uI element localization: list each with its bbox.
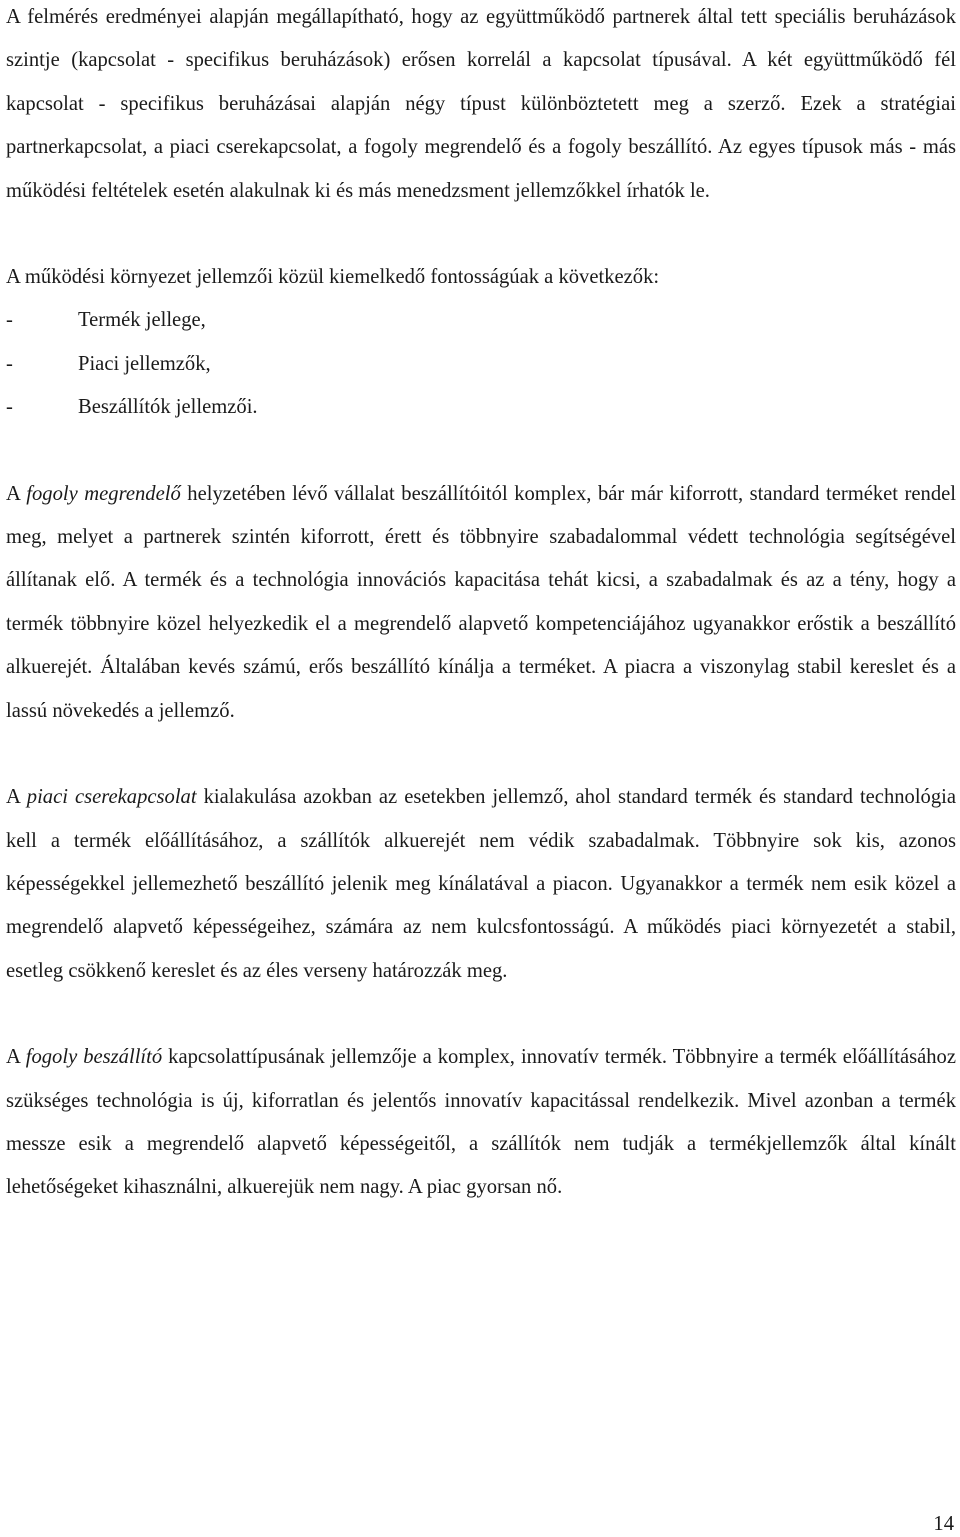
paragraph-market-exchange xyxy=(6,776,956,993)
list-item-text: Beszállítók jellemzői. xyxy=(78,396,258,419)
list-item-text: Termék jellege, xyxy=(78,309,206,332)
paragraph-partnership-types: A felmérés eredményei alapján megállapítható, hogy az együttműködő partnerek által tett speciális beruházások szintje (kapcsolat - specifikus beruházások) erősen korrelál a kapcsolat típusával. A két együttműködő fél kapcsolat - specifikus beruházásai alapján négy típust különböztetett meg a szerző. Ezek a stratégiai partnerkapcsolat, a piaci cserekapcsolat, a fogoly megrendelő és a fogoly beszállító. Az egyes típusok más - más működési feltételek esetén alakulnak ki és más menedzsment jellemzőkkel írhatók le. xyxy=(6,6,956,202)
paragraph-body: kapcsolattípusának jellemzője a komplex, innovatív termék. Többnyire a termék előállításához szükséges technológia is új, kiforratlan és jelentős innovatív kapacitással rendelkezik. Mivel azonban a termék messze esik a megrendelő alapvető képességeitől, a szállítók nem tudják a termékjellemzők által kínált lehetőségeket kihasználni, alkuerejük nem nagy. A piac gyorsan nő. xyxy=(6,1046,956,1199)
list-item xyxy=(6,299,956,342)
list-bullet: - xyxy=(6,352,13,375)
list-item xyxy=(6,343,956,386)
document-page xyxy=(6,0,956,1210)
paragraph-body: kialakulása azokban az esetekben jellemző, ahol standard termék és standard technológia kell a termék előállításához, a szállítók alkuerejét nem védik szabadalmak. Többnyire sok kis, azonos képességekkel jellemezhető beszállító jelenik meg kínálatával a piacon. Ugyanakkor a termék nem esik közel a megrendelő alapvető képességeihez, számára az nem kulcsfontosságú. A működés piaci környezetét a stabil, esetleg csökkenő kereslet és az éles verseny határozzák meg. xyxy=(6,786,957,982)
paragraph-lead: A xyxy=(6,1046,26,1069)
term-captive-buyer: fogoly megrendelő xyxy=(26,482,181,505)
list-item-text: Piaci jellemzők, xyxy=(78,352,211,375)
page-number: 14 xyxy=(933,1513,954,1535)
paragraph-lead: A xyxy=(6,482,27,505)
paragraph-gap xyxy=(6,993,956,1036)
paragraph-captive-buyer xyxy=(6,473,956,733)
paragraph-gap xyxy=(6,430,956,473)
paragraph-body: helyzetében lévő vállalat beszállítóitól komplex, bár már kiforrott, standard terméket rendel meg, melyet a partnerek szintén kiforrott, érett és többnyire szabadalommal védett technológia segítségével állítanak elő. A termék és a technológia innovációs kapacitása tehát kicsi, a szabadalmak és az a tény, hogy a termék többnyire közel helyezkedik el a megrendelő alapvető kompetenciájához ugyanakkor erőstik a beszállító alkuerejét. Általában kevés számú, erős beszállító kínálja a terméket. A piacra a viszonylag stabil kereslet és a lassú növekedés a jellemző. xyxy=(6,482,957,722)
list-item xyxy=(6,386,956,429)
paragraph-lead: A xyxy=(6,786,27,809)
list-bullet: - xyxy=(6,396,13,419)
factors-list xyxy=(6,299,956,429)
term-captive-supplier: fogoly beszállító xyxy=(25,1046,163,1069)
paragraph-gap xyxy=(6,733,956,776)
factors-intro: A működési környezet jellemzői közül kiemelkedő fontosságúak a következők: xyxy=(6,266,660,289)
list-bullet: - xyxy=(6,309,13,332)
paragraph-captive-supplier xyxy=(6,1036,956,1210)
paragraph-gap xyxy=(6,213,956,256)
term-market-exchange: piaci cserekapcsolat xyxy=(26,786,197,809)
